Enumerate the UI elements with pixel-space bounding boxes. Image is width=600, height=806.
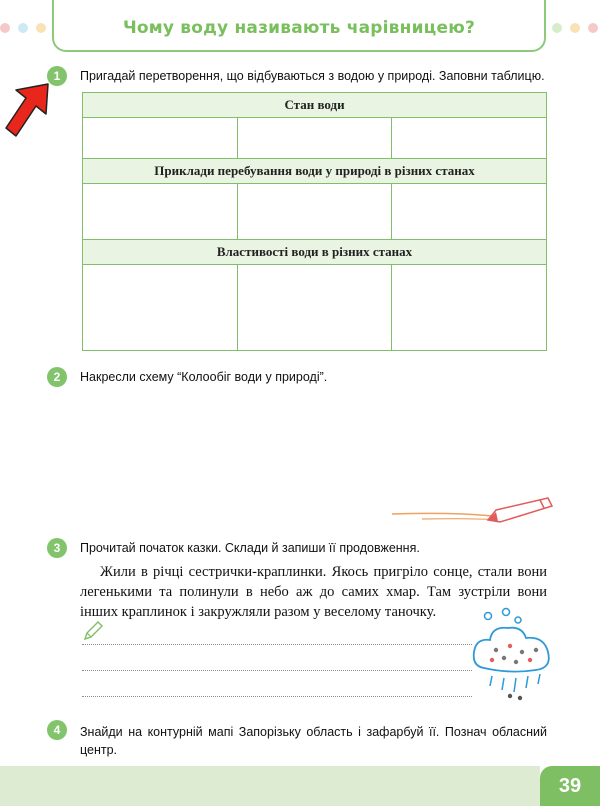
table-cell[interactable]: [83, 118, 238, 159]
table-header-properties: Властивості води в різних станах: [83, 240, 547, 265]
task-number-3: 3: [47, 538, 67, 558]
writing-line[interactable]: [82, 696, 472, 697]
writing-line[interactable]: [82, 644, 472, 645]
table-header-state: Стан води: [83, 93, 547, 118]
writing-line[interactable]: [82, 670, 472, 671]
story-text: Жили в річці сестрички-краплинки. Якось пригріло сонце, стали вони легенькими та полинули в небо аж до самих хмар. Там зустріли вони інших краплинок і закружляли разом у веселому таночку.: [80, 564, 547, 620]
pencil-icon: [392, 494, 554, 528]
task-number-4: 4: [47, 720, 67, 740]
table-header-examples: Приклади перебування води у природі в різних станах: [83, 159, 547, 184]
small-pencil-icon: [82, 620, 104, 642]
red-arrow-icon: [2, 80, 58, 142]
table-cell[interactable]: [83, 265, 238, 351]
table-cell[interactable]: [83, 184, 238, 240]
water-states-table: [82, 92, 547, 351]
task-number-1: 1: [47, 66, 67, 86]
table-cell[interactable]: [392, 118, 547, 159]
task-1-text: Пригадай перетворення, що відбуваються з водою у природі. Заповни таблицю.: [80, 69, 545, 83]
task-2-text: Накресли схему “Колообіг води у природі”.: [80, 370, 328, 384]
title-banner: [52, 0, 546, 52]
task-number-2: 2: [47, 367, 67, 387]
decor-dots-right: [552, 22, 600, 34]
cloud-icon: [470, 606, 556, 702]
task-4-text: Знайди на контурній мапі Запорізьку область і зафарбуй її. Познач обласний центр.: [80, 725, 547, 757]
table-cell[interactable]: [237, 265, 392, 351]
table-cell[interactable]: [392, 184, 547, 240]
table-cell[interactable]: [237, 118, 392, 159]
task-3-text: Прочитай початок казки. Склади й запиши її продовження.: [80, 541, 420, 555]
table-cell[interactable]: [392, 265, 547, 351]
page-title: Чому воду називають чарівницею?: [122, 18, 476, 38]
footer-bar: [0, 766, 540, 806]
page-number: 39: [540, 766, 600, 806]
table-cell[interactable]: [237, 184, 392, 240]
